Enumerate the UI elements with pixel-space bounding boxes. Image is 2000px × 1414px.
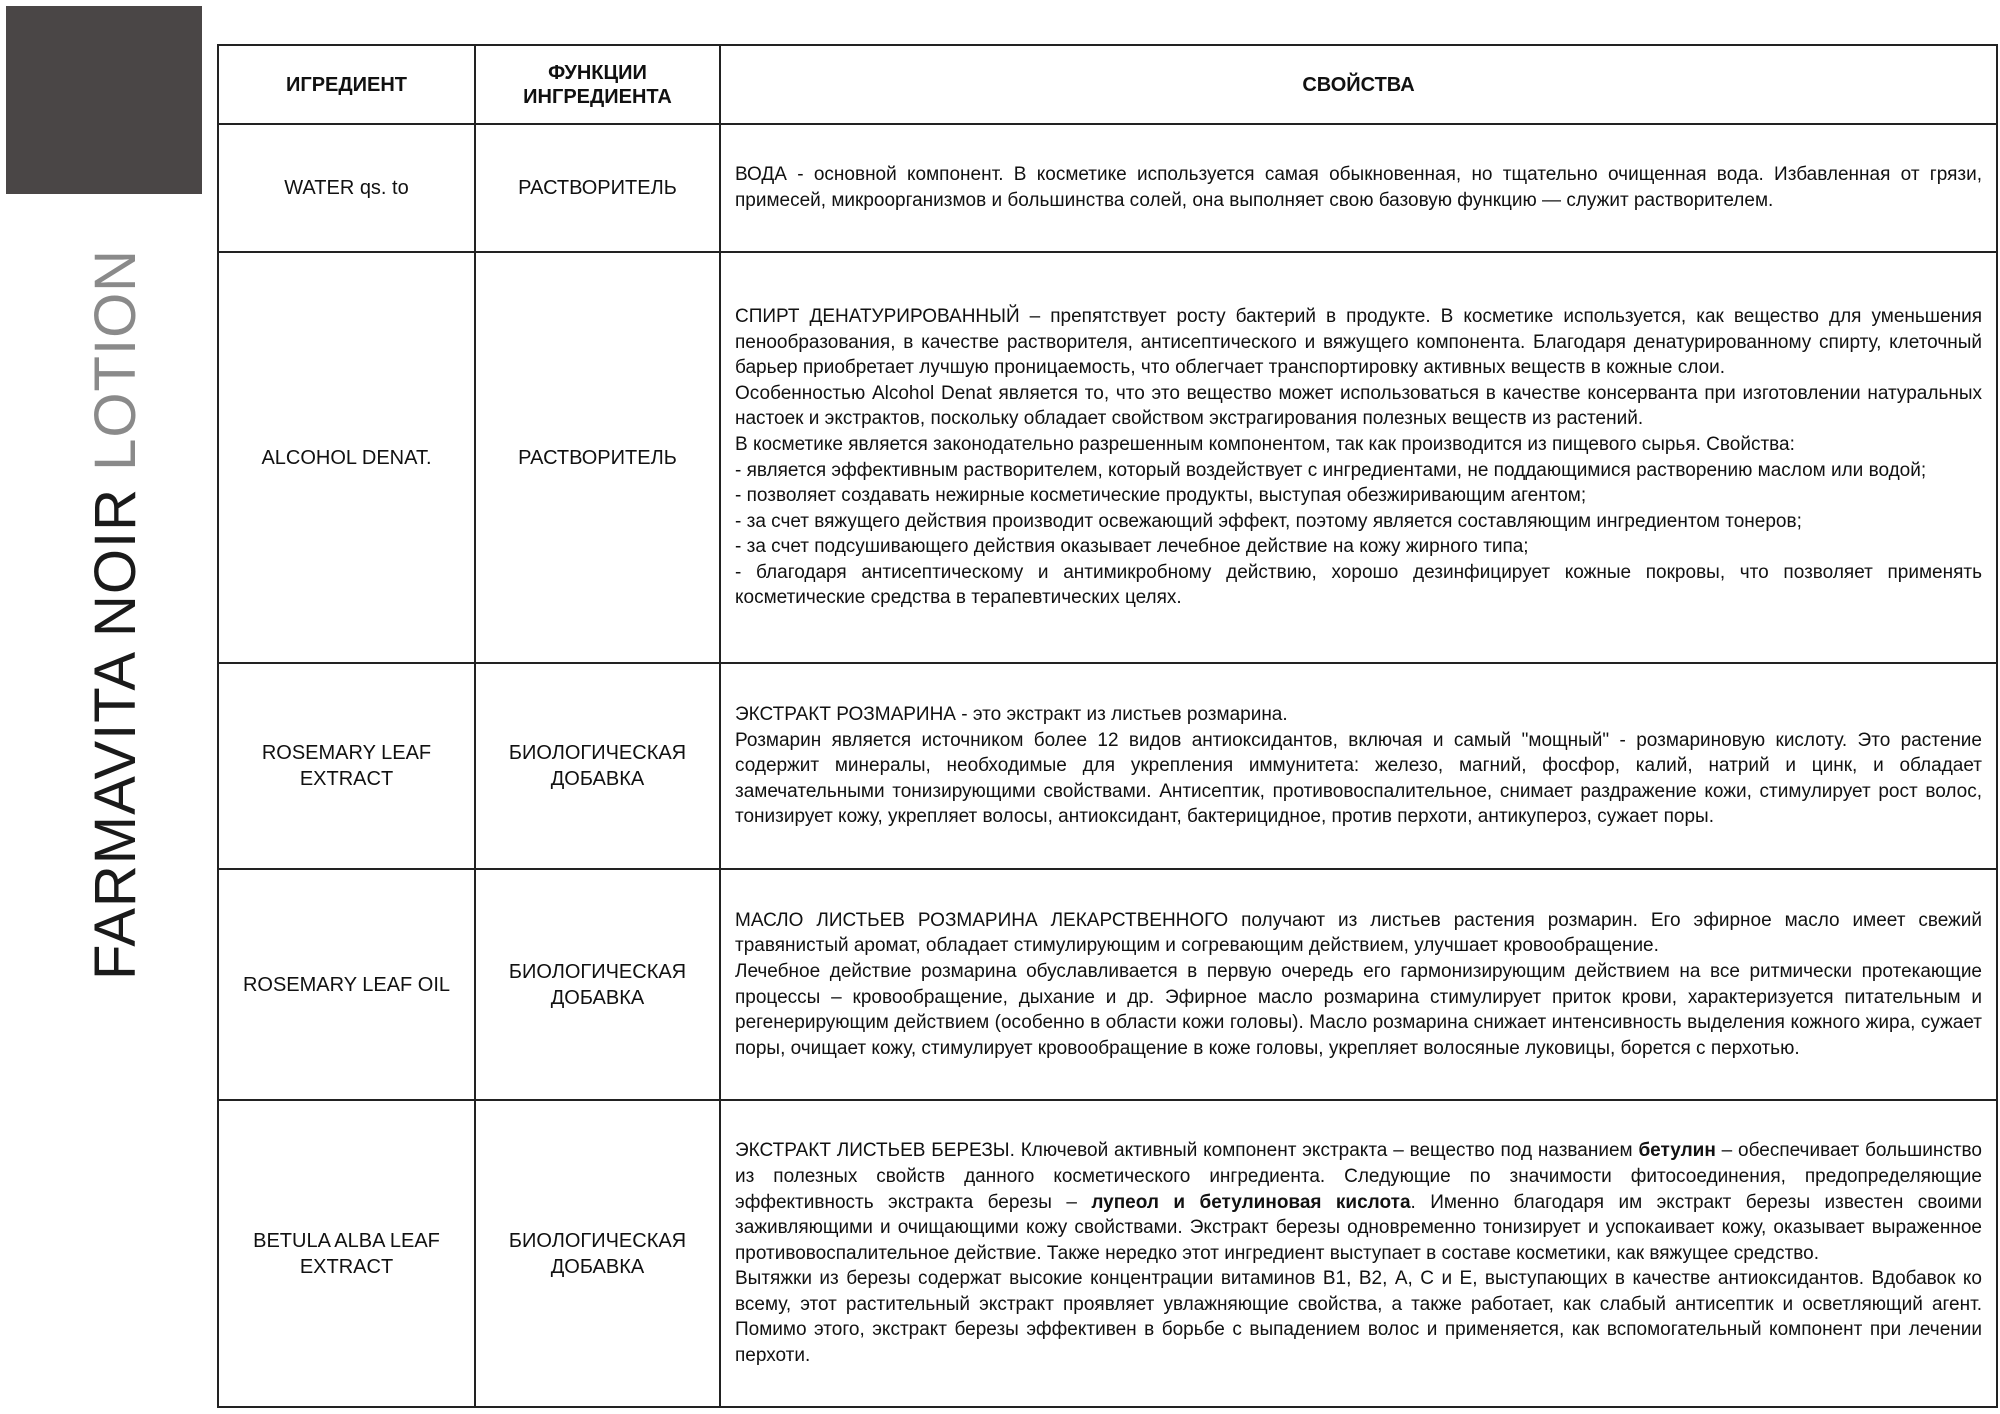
text-run: . Именно благодаря им экстракт березы известен своими заживляющими и очищающими кожу свойствами. Экстракт березы одновременно тонизирует и успокаивает кожу, оказывает выраженное противовоспалительное действие. Также нередко этот ингредиент выступает в составе косметики, как вяжущее средство. (735, 1191, 1983, 1264)
properties-list-item: - позволяет создавать нежирные косметические продукты, выступая обезжиривающим агентом; (735, 485, 1587, 507)
ingredients-table (217, 44, 1998, 1408)
properties-cell (720, 869, 1997, 1100)
function-cell: БИОЛОГИЧЕСКАЯ ДОБАВКА (475, 1100, 720, 1407)
properties-cell (720, 663, 1997, 869)
function-cell: РАСТВОРИТЕЛЬ (475, 124, 720, 252)
header-ingredient: ИГРЕДИЕНТ (218, 45, 475, 124)
text-run: – обеспечивает большинство из полезных свойств данного косметического ингредиента. Следующие по значимости фитосоединения, предопределяющие эффективность экстракта березы – (735, 1140, 1982, 1213)
product-title-main: FARMAVITA NOIR (83, 487, 148, 980)
table-row (218, 252, 1997, 663)
properties-paragraph: Вытяжки из березы содержат высокие концентрации витаминов В1, В2, А, С и Е, выступающих в качестве антиоксидантов. Вдобавок ко всему, этот растительный экстракт проявляет увлажняющие свойства, а также работает, как слабый антисептик и осветляющий агент. Помимо этого, экстракт березы эффективен в борьбе с выпадением волос и применяется, как вспомогательный компонент при лечении перхоти. (735, 1268, 1982, 1367)
properties-paragraph: Розмарин является источником более 12 видов антиоксидантов, включая и самый "мощный" - розмариновую кислоту. Это растение содержит минералы, необходимые для укрепления иммунитета: железо, магний, фосфор, калий, натрий и цинк, и обладает замечательными тонизирующими свойствами. Антисептик, противовоспалительное, снимает раздражение кожи, стимулирует рост волос, тонизирует кожу, укрепляет волосы, антиоксидант, бактерицидное, против перхоти, антикупероз, сужает поры. (735, 729, 1982, 828)
product-title-sub: LOTION (83, 248, 148, 471)
function-cell: РАСТВОРИТЕЛЬ (475, 252, 720, 663)
properties-paragraph: МАСЛО ЛИСТЬЕВ РОЗМАРИНА ЛЕКАРСТВЕННОГО получают из листьев растения розмарин. Его эфирное масло имеет свежий травянистый аромат, обладает стимулирующим и согревающим действием, улучшает кровообращение. (735, 909, 1982, 957)
properties-cell (720, 1100, 1997, 1407)
properties-paragraph: ВОДА - основной компонент. В косметике используется самая обыкновенная, но тщательно очищенная вода. Избавленная от грязи, примесей, микроорганизмов и большинства солей, она выполняет свою базовую функцию — служит растворителем. (735, 164, 1982, 211)
ingredient-cell: WATER qs. to (218, 124, 475, 252)
properties-paragraph: ЭКСТРАКТ РОЗМАРИНА - это экстракт из листьев розмарина. (735, 704, 1288, 726)
table-row (218, 869, 1997, 1100)
properties-paragraph: Лечебное действие розмарина обуславливается в первую очередь его гармонизирующим действием на все ритмически протекающие процессы – кровообращение, дыхание и др. Эфирное масло розмарина стимулирует приток крови, характеризуется питательным и регенерирующим действием (особенно в области кожи головы). Масло розмарина снижает интенсивность выделения кожного жира, сужает поры, очищает кожу, стимулирует кровообращение в коже головы, укрепляет волосяные луковицы, борется с перхотью. (735, 960, 1982, 1059)
ingredient-cell: ALCOHOL DENAT. (218, 252, 475, 663)
header-function-line2: ИНГРЕДИЕНТА (523, 85, 672, 108)
table-row (218, 124, 1997, 252)
properties-paragraph: В косметике является законодательно разрешенным компонентом, так как производится из пищевого сырья. Свойства: (735, 433, 1795, 455)
header-function (475, 45, 720, 124)
header-properties: СВОЙСТВА (720, 45, 1997, 124)
ingredient-cell: BETULA ALBA LEAF EXTRACT (218, 1100, 475, 1407)
table-row (218, 1100, 1997, 1407)
highlight-betulin: бетулин (1638, 1140, 1716, 1162)
properties-list-item: - за счет подсушивающего действия оказывает лечебное действие на кожу жирного типа; (735, 536, 1529, 558)
properties-paragraph: Особенностью Alcohol Denat является то, что это вещество может использоваться в качестве консерванта при изготовлении натуральных настоек и экстрактов, поскольку обладает свойством экстрагирования полезных веществ из растений. (735, 382, 1982, 430)
ingredient-cell: ROSEMARY LEAF EXTRACT (218, 663, 475, 869)
properties-paragraph (735, 1138, 1982, 1266)
brand-color-block (6, 6, 202, 194)
text-run: ЭКСТРАКТ ЛИСТЬЕВ БЕРЕЗЫ. Ключевой активный компонент экстракта – вещество под названием (735, 1140, 1639, 1162)
properties-list-item: - благодаря антисептическому и антимикробному действию, хорошо дезинфицирует кожные покровы, что позволяет применять косметические средства в терапевтических целях. (735, 561, 1982, 609)
highlight-lupeol: лупеол и бетулиновая кислота (1091, 1191, 1411, 1213)
properties-paragraph: СПИРТ ДЕНАТУРИРОВАННЫЙ – препятствует росту бактерий в продукте. В косметике используется, как вещество для уменьшения пенообразования, в качестве растворителя, антисептического и вяжущего компонента. Благодаря денатурированному спирту, клеточный барьер приобретает лучшую проницаемость, что облегчает транспортировку активных веществ в кожные слои. (735, 305, 1982, 379)
properties-cell (720, 124, 1997, 252)
table-header-row (218, 45, 1997, 124)
product-title (83, 248, 148, 980)
properties-list-item: - за счет вяжущего действия производит освежающий эффект, поэтому является составляющим ингредиентом тонеров; (735, 510, 1802, 532)
table-row (218, 663, 1997, 869)
function-cell: БИОЛОГИЧЕСКАЯ ДОБАВКА (475, 663, 720, 869)
function-cell: БИОЛОГИЧЕСКАЯ ДОБАВКА (475, 869, 720, 1100)
ingredient-cell: ROSEMARY LEAF OIL (218, 869, 475, 1100)
header-function-line1: ФУНКЦИИ (548, 61, 647, 84)
properties-list-item: - является эффективным растворителем, который воздействует с ингредиентами, не поддающимися растворению маслом или водой; (735, 459, 1927, 481)
properties-cell (720, 252, 1997, 663)
